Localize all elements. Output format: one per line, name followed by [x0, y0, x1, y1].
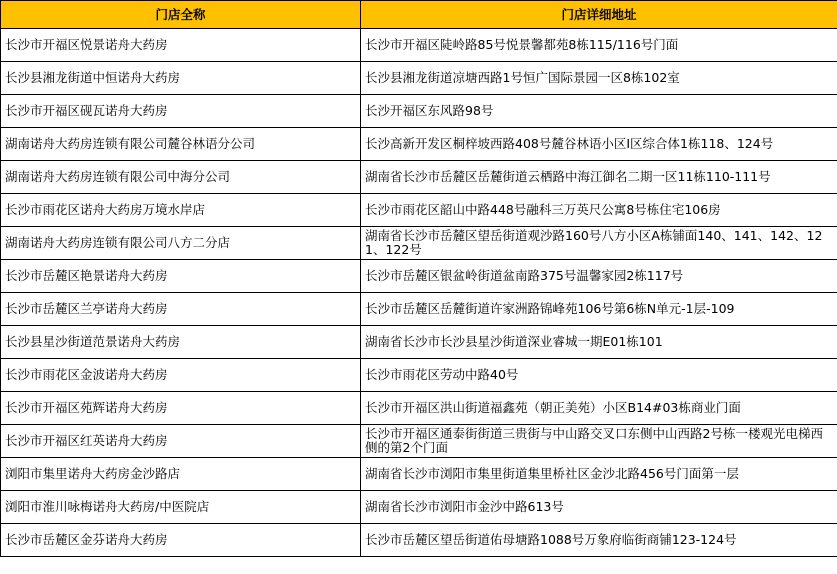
store-name-cell: 长沙市开福区砚瓦诺舟大药房 [1, 95, 361, 128]
table-row [1, 62, 837, 95]
store-address-cell: 长沙高新开发区桐梓坡西路408号麓谷林语小区I区综合体1栋118、124号 [361, 128, 837, 161]
store-name-cell: 长沙市岳麓区兰亭诺舟大药房 [1, 293, 361, 326]
store-address-cell: 长沙市岳麓区岳麓街道许家洲路锦峰苑106号第6栋N单元-1层-109 [361, 293, 837, 326]
store-address-cell: 长沙市雨花区劳动中路40号 [361, 359, 837, 392]
table-row [1, 227, 837, 260]
store-name-cell: 长沙市开福区苑辉诺舟大药房 [1, 392, 361, 425]
table-row [1, 491, 837, 524]
table-row [1, 194, 837, 227]
header-row [1, 1, 837, 29]
store-name-cell: 湖南诺舟大药房连锁有限公司麓谷林语分公司 [1, 128, 361, 161]
store-address-cell: 长沙开福区东风路98号 [361, 95, 837, 128]
store-address-cell: 湖南省长沙市长沙县星沙街道深业睿城一期E01栋101 [361, 326, 837, 359]
store-address-cell: 长沙市开福区陡岭路85号悦景馨都苑8栋115/116号门面 [361, 29, 837, 62]
store-address-cell: 长沙市开福区洪山街道福鑫苑（朝正美苑）小区B14#03栋商业门面 [361, 392, 837, 425]
table-row [1, 425, 837, 458]
store-address-cell: 湖南省长沙市浏阳市金沙中路613号 [361, 491, 837, 524]
store-address-cell: 长沙县湘龙街道凉塘西路1号恒广国际景园一区8栋102室 [361, 62, 837, 95]
store-name-cell: 长沙市开福区悦景诺舟大药房 [1, 29, 361, 62]
column-header-store-address: 门店详细地址 [361, 1, 837, 29]
store-name-cell: 长沙市雨花区诺舟大药房万境水岸店 [1, 194, 361, 227]
store-name-cell: 湖南诺舟大药房连锁有限公司中海分公司 [1, 161, 361, 194]
column-header-store-name: 门店全称 [1, 1, 361, 29]
store-name-cell: 长沙市岳麓区艳景诺舟大药房 [1, 260, 361, 293]
store-address-cell: 长沙市开福区通泰街街道三贵街与中山路交叉口东侧中山西路2号栋一楼观光电梯西侧的第2个门面 [361, 425, 837, 458]
table-row [1, 128, 837, 161]
table-row [1, 29, 837, 62]
store-address-cell: 长沙市岳麓区望岳街道佑母塘路1088号万象府临街商铺123-124号 [361, 524, 837, 557]
table-row [1, 524, 837, 557]
table-row [1, 458, 837, 491]
store-address-cell: 湖南省长沙市浏阳市集里街道集里桥社区金沙北路456号门面第一层 [361, 458, 837, 491]
store-name-cell: 湖南诺舟大药房连锁有限公司八方二分店 [1, 227, 361, 260]
store-name-cell: 长沙市开福区红英诺舟大药房 [1, 425, 361, 458]
table-row [1, 326, 837, 359]
store-name-cell: 长沙市岳麓区金芬诺舟大药房 [1, 524, 361, 557]
store-name-cell: 浏阳市淮川咏梅诺舟大药房/中医院店 [1, 491, 361, 524]
table-row [1, 359, 837, 392]
store-name-cell: 长沙县星沙街道范景诺舟大药房 [1, 326, 361, 359]
table-row [1, 293, 837, 326]
store-address-cell: 湖南省长沙市岳麓区望岳街道观沙路160号八方小区A栋铺面140、141、142、121、122号 [361, 227, 837, 260]
store-address-cell: 长沙市岳麓区银盆岭街道盆南路375号温馨家园2栋117号 [361, 260, 837, 293]
table-row [1, 161, 837, 194]
table-row [1, 392, 837, 425]
store-name-cell: 长沙市雨花区金波诺舟大药房 [1, 359, 361, 392]
store-name-cell: 长沙县湘龙街道中恒诺舟大药房 [1, 62, 361, 95]
table-row [1, 260, 837, 293]
store-address-cell: 湖南省长沙市岳麓区岳麓街道云栖路中海江御名二期一区11栋110-111号 [361, 161, 837, 194]
store-address-cell: 长沙市雨花区韶山中路448号融科三万英尺公寓8号栋住宅106房 [361, 194, 837, 227]
table-row [1, 95, 837, 128]
store-name-cell: 浏阳市集里诺舟大药房金沙路店 [1, 458, 361, 491]
